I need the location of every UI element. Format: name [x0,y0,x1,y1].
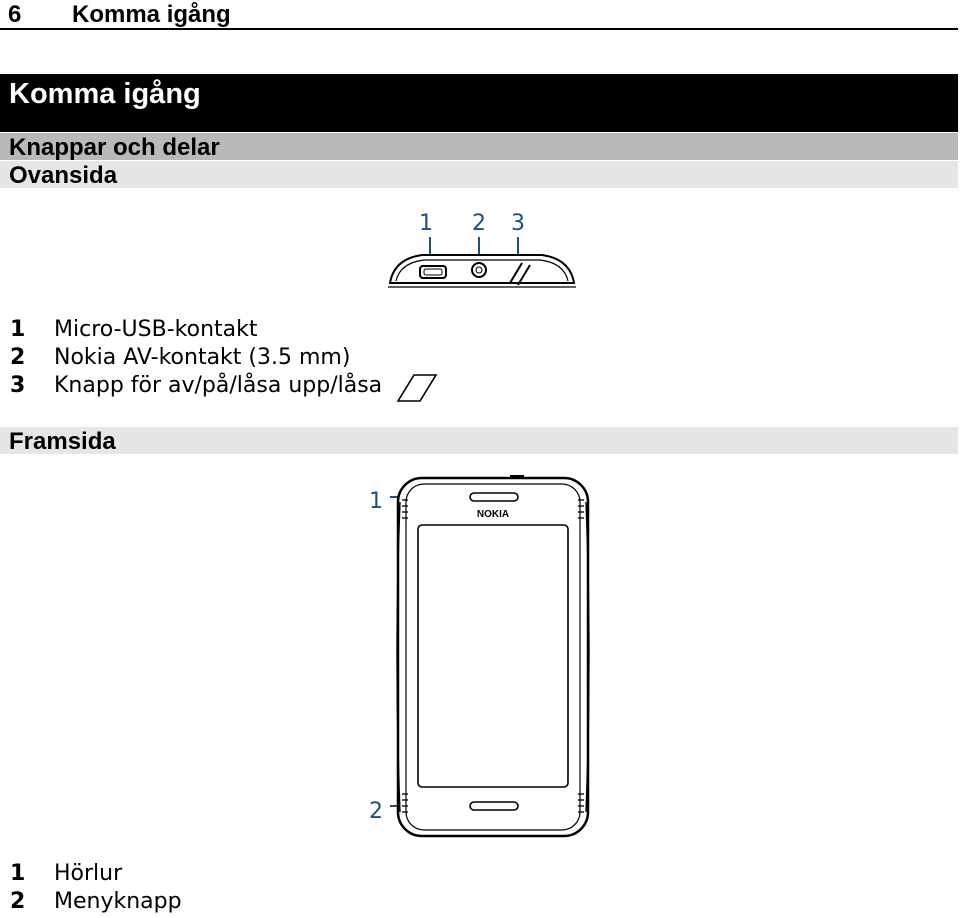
av-jack [472,263,486,277]
running-header-title: Komma igång [72,1,231,28]
legend-number: 2 [10,889,26,914]
legend-number: 1 [10,861,26,886]
legend-number: 2 [10,345,26,370]
section-title: Knappar och delar [0,133,958,160]
legend-number: 1 [10,317,26,342]
nokia-logo: NOKIA [476,509,510,520]
chapter-title: Komma igång [0,74,958,132]
legend-label: Menyknapp [54,889,182,914]
callout-front-2: 2 [369,799,383,824]
display-screen [418,525,568,787]
running-header [0,0,958,30]
legend-label: Knapp för av/på/låsa upp/låsa [54,373,383,398]
callout-top-2: 2 [472,211,486,236]
lock-key-icon [396,373,438,403]
phone-front-view-illustration [360,472,600,842]
legend-label: Micro-USB-kontakt [54,317,258,342]
callout-top-1: 1 [419,211,433,236]
callout-top-3: 3 [511,211,525,236]
page-number: 6 [8,1,22,28]
phone-top-view-illustration [382,205,582,295]
menu-key [470,802,518,810]
front-view-heading: Framsida [0,427,958,454]
legend-label: Hörlur [54,861,123,886]
legend-number: 3 [10,373,26,398]
callout-front-1: 1 [369,489,383,514]
top-view-heading: Ovansida [0,161,958,188]
legend-label: Nokia AV-kontakt (3.5 mm) [54,345,351,370]
earpiece [470,493,518,501]
